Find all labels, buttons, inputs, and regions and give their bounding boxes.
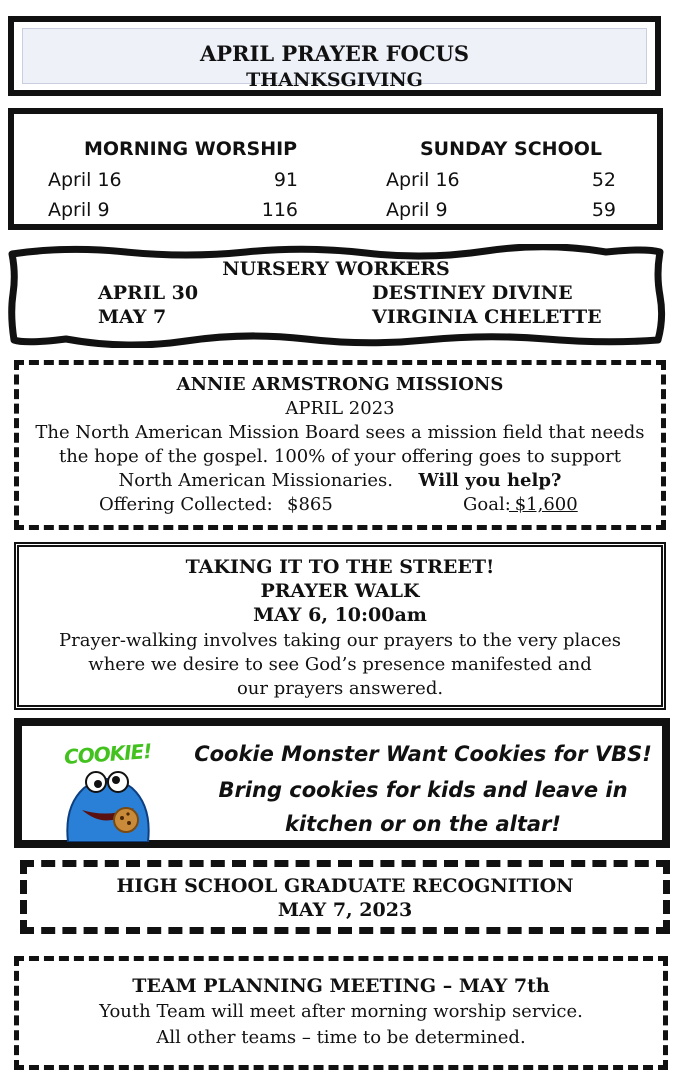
prayer-focus-panel xyxy=(22,28,647,91)
prayer-focus-box xyxy=(8,16,661,96)
nursery-name-2: VIRGINIA CHELETTE xyxy=(372,306,602,328)
team-meeting-line-1: Youth Team will meet after morning worship service. xyxy=(99,1001,583,1022)
annie-line-3: North American Missionaries. xyxy=(118,470,393,491)
annie-line-2: the hope of the gospel. 100% of your offering goes to support xyxy=(58,446,622,467)
sunday-school-heading: SUNDAY SCHOOL xyxy=(420,138,602,160)
cookies-line-1: Cookie Monster Want Cookies for VBS! xyxy=(194,742,652,766)
prayer-walk-line-2: where we desire to see God’s presence manifested and xyxy=(88,654,592,675)
ss-date-1: April 16 xyxy=(386,169,460,191)
cookies-line-3: kitchen or on the altar! xyxy=(285,812,561,836)
offering-collected-label: Offering Collected: xyxy=(99,494,273,515)
offering-collected-value: $865 xyxy=(287,494,333,515)
morning-worship-heading: MORNING WORSHIP xyxy=(84,138,298,160)
cookie-monster-icon xyxy=(62,766,154,842)
cookies-line-2: Bring cookies for kids and leave in xyxy=(218,778,628,802)
graduate-heading: HIGH SCHOOL GRADUATE RECOGNITION xyxy=(116,875,574,897)
annie-line-1: The North American Mission Board sees a mission field that needs xyxy=(35,422,645,443)
cookies-box xyxy=(14,718,670,848)
ss-count-2: 59 xyxy=(591,199,616,221)
annie-line-3-row xyxy=(19,469,661,493)
annie-armstrong-box xyxy=(14,360,666,530)
graduate-box xyxy=(20,860,670,934)
prayer-walk-heading-2: PRAYER WALK xyxy=(260,580,420,602)
team-meeting-heading: TEAM PLANNING MEETING – MAY 7th xyxy=(132,975,550,997)
mw-count-2: 116 xyxy=(261,199,298,221)
team-meeting-box xyxy=(14,956,668,1070)
team-meeting-line-2: All other teams – time to be determined. xyxy=(156,1027,526,1048)
annie-heading: ANNIE ARMSTRONG MISSIONS xyxy=(176,374,504,395)
nursery-heading: NURSERY WORKERS xyxy=(222,258,450,280)
prayer-walk-line-1: Prayer-walking involves taking our prayers to the very places xyxy=(59,630,621,651)
prayer-walk-line-3: our prayers answered. xyxy=(236,678,444,699)
offering-goal-label: Goal: xyxy=(463,494,511,515)
nursery-date-1: APRIL 30 xyxy=(98,282,199,304)
prayer-walk-heading-1: TAKING IT TO THE STREET! xyxy=(185,556,495,578)
annie-cta: Will you help? xyxy=(418,470,562,491)
prayer-walk-box xyxy=(14,542,666,710)
cookie-badge: COOKIE! xyxy=(63,738,153,770)
prayer-focus-subtitle: THANKSGIVING xyxy=(246,69,423,91)
mw-date-1: April 16 xyxy=(48,169,122,191)
nursery-name-1: DESTINEY DIVINE xyxy=(372,282,573,304)
mw-count-1: 91 xyxy=(273,169,298,191)
prayer-focus-title: APRIL PRAYER FOCUS xyxy=(199,41,470,66)
attendance-box xyxy=(8,108,663,230)
annie-subheading: APRIL 2023 xyxy=(285,398,395,419)
offering-goal-value: $1,600 xyxy=(509,494,578,515)
prayer-walk-date: MAY 6, 10:00am xyxy=(253,604,427,626)
ss-date-2: April 9 xyxy=(386,199,448,221)
ss-count-1: 52 xyxy=(591,169,616,191)
graduate-date: MAY 7, 2023 xyxy=(277,899,413,921)
nursery-box xyxy=(6,244,666,348)
mw-date-2: April 9 xyxy=(48,199,110,221)
nursery-date-2: MAY 7 xyxy=(98,306,167,328)
